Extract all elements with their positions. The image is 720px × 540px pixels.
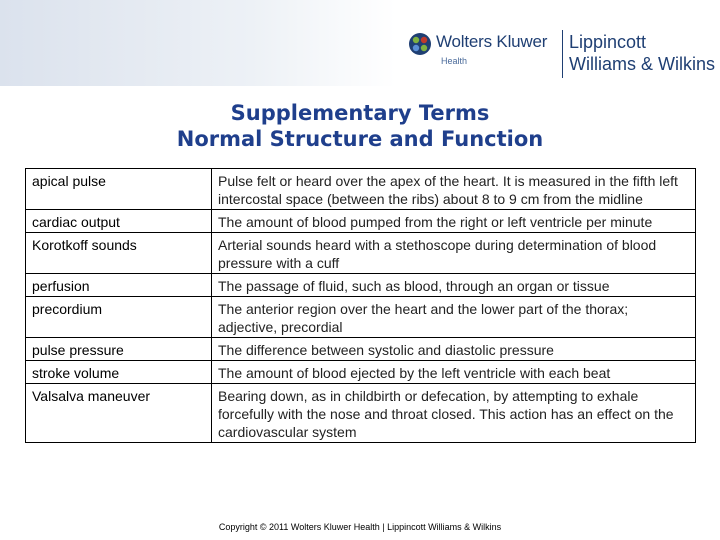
- definition-cell: Bearing down, as in childbirth or defecation, by attempting to exhale forcefully with the nose and throat closed. This action has an effect on the cardiovascular system: [212, 384, 696, 443]
- table-row: [26, 274, 696, 297]
- title-line1: Supplementary Terms: [230, 101, 490, 125]
- term-cell: pulse pressure: [26, 338, 212, 361]
- term-cell: stroke volume: [26, 361, 212, 384]
- term-cell: Valsalva maneuver: [26, 384, 212, 443]
- definition-cell: The amount of blood pumped from the right or left ventricle per minute: [212, 210, 696, 233]
- table-row: [26, 297, 696, 338]
- table-row: [26, 338, 696, 361]
- brand-secondary-line2: Williams & Wilkins: [569, 54, 715, 74]
- term-cell: precordium: [26, 297, 212, 338]
- slide-title: [0, 100, 720, 152]
- term-cell: cardiac output: [26, 210, 212, 233]
- definition-cell: Arterial sounds heard with a stethoscope during determination of blood pressure with a cuff: [212, 233, 696, 274]
- definition-cell: The passage of fluid, such as blood, through an organ or tissue: [212, 274, 696, 297]
- brand-primary-sub: Health: [441, 56, 468, 66]
- term-cell: perfusion: [26, 274, 212, 297]
- title-line2: Normal Structure and Function: [176, 127, 544, 151]
- table-row: [26, 361, 696, 384]
- brand-primary: Wolters Kluwer: [436, 32, 548, 51]
- table-row: [26, 233, 696, 274]
- definition-cell: The anterior region over the heart and the lower part of the thorax; adjective, precordial: [212, 297, 696, 338]
- terms-table: [25, 168, 696, 443]
- brand-secondary-line1: Lippincott: [569, 32, 647, 52]
- header-divider: [0, 86, 720, 87]
- table-row: [26, 210, 696, 233]
- term-cell: Korotkoff sounds: [26, 233, 212, 274]
- term-cell: apical pulse: [26, 169, 212, 210]
- logo-divider: [562, 30, 563, 78]
- table-row: [26, 169, 696, 210]
- wolters-kluwer-logo-icon: [408, 32, 432, 56]
- table-row: [26, 384, 696, 443]
- copyright-footer: Copyright © 2011 Wolters Kluwer Health | Lippincott Williams & Wilkins: [218, 522, 502, 532]
- definition-cell: The amount of blood ejected by the left ventricle with each beat: [212, 361, 696, 384]
- definition-cell: Pulse felt or heard over the apex of the heart. It is measured in the fifth left intercostal space (between the ribs) about 8 to 9 cm from the midline: [212, 169, 696, 210]
- definition-cell: The difference between systolic and diastolic pressure: [212, 338, 696, 361]
